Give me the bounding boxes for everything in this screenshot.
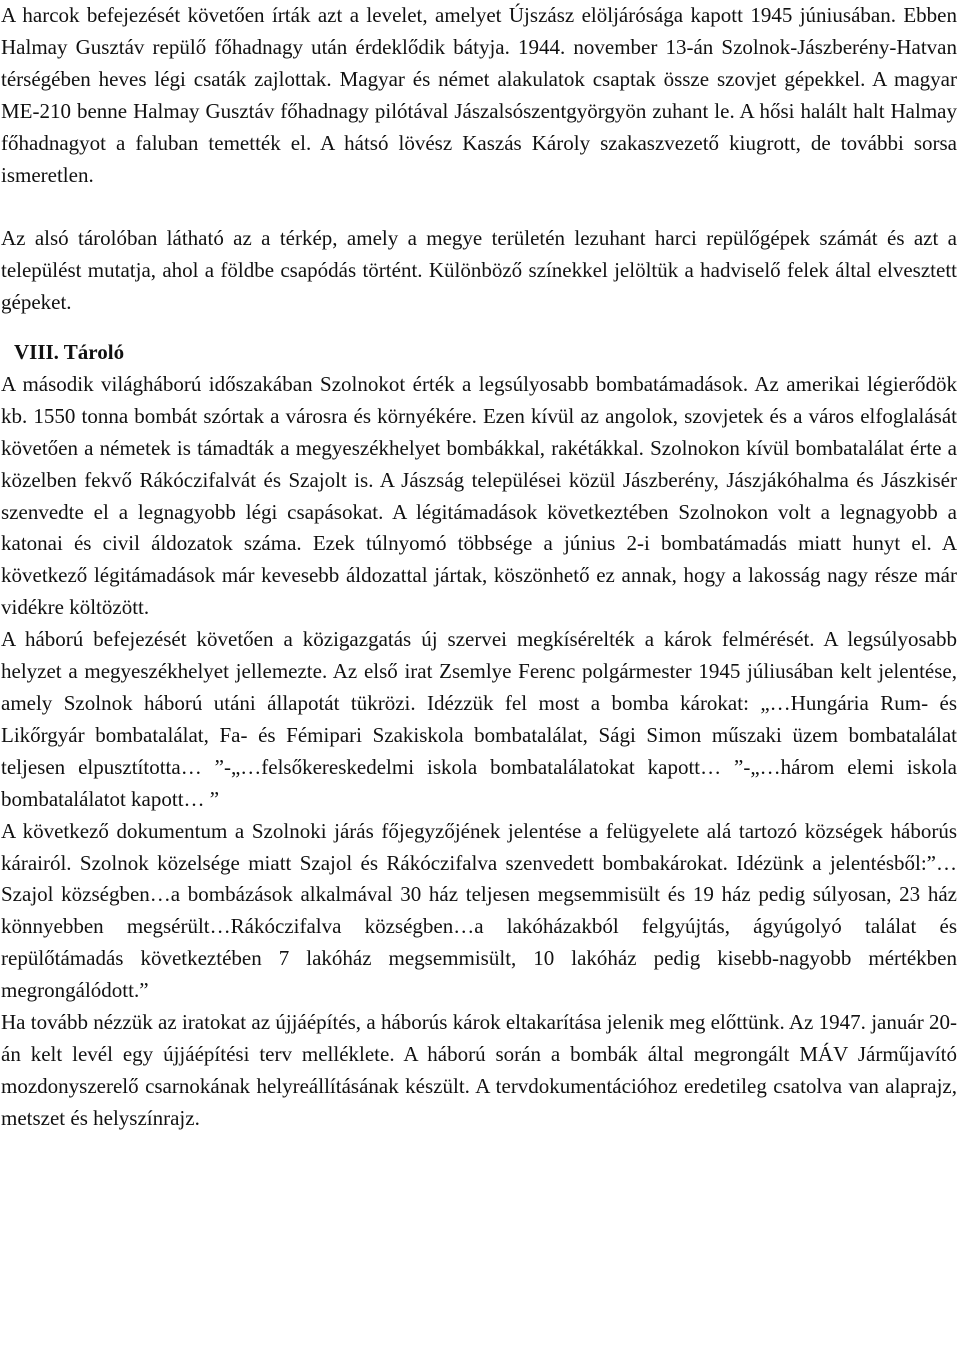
document-page (1, 0, 957, 1135)
section-title: VIII. Tároló (14, 340, 125, 365)
intro-paragraph-map: Az alsó tárolóban látható az a térkép, amely a megye területén lezuhant harci repülőgépek számát és azt a települést mutatja, ahol a földbe csapódás történt. Különböző színekkel jelöltük a hadviselő felek által elvesztett gépeket. (1, 226, 957, 315)
section-paragraph-bombing: A második világháború időszakában Szolnokot érték a legsúlyosabb bombatámadások. Az amerikai légierődök kb. 1550 tonna bombát szórtak a városra és környékére. Ezen kívül az angolok, szovjetek és a város elfoglalását követően a németek is támadták a megyeszékhelyet bombákkal, rakétákkal. Szolnokon kívül bombatalálat érte a közelben fekvő Rákóczifalvát és Szajolt is. A Jászság települései közül Jászberény, Jászjákóhalma és Jászkisér szenvedte el a legnagyobb légi csapásokat. A légitámadások következtében Szolnokon volt a legnagyobb a katonai és civil áldozatok száma. Ezek túlnyomó többsége a június 2-i bombatámadás miatt hunyt el. A következő légitámadások már kevesebb áldozattal jártak, köszönhető ez annak, hogy a lakosság nagy része már vidékre költözött. (1, 371, 957, 620)
section-paragraph-damage-survey: A háború befejezését követően a közigazgatás új szervei megkísérelték a károk felmérését. A legsúlyosabb helyzet a megyeszékhelyet jellemezte. Az első irat Zsemlye Ferenc polgármester 1945 júliusában kelt jelentése, amely Szolnok háború utáni állapotát tükrözi. Idézzük fel most a bomba károkat: „…Hungária Rum- és Likőrgyár bombatalálat, Fa- és Fémipari Szakiskola bombatalálat, Sági Simon műszaki üzem bombatalálat teljesen elpusztította… ”-„…felsőkereskedelmi iskola bombatalálatokat kapott… ”-„…három elemi iskola bombatalálatot kapott… ” (1, 627, 957, 811)
section-paragraph-district-report: A következő dokumentum a Szolnoki járás főjegyzőjének jelentése a felügyelete alá tartozó községek háborús kárairól. Szolnok közelsége miatt Szajol és Rákóczifalva szenvedett bombakárokat. Idézünk a jelentésből:”…Szajol községben…a bombázások alkalmával 30 ház teljesen megsemmisült és 19 ház pedig súlyosan, 23 ház könnyebben megsérült…Rákóczifalva községben…a lakóházakból felgyújtás, ágyúgolyó találat és repülőtámadás következtében 7 lakóház megsemmisült, 10 lakóház pedig kisebb-nagyobb mértékben megrongálódott.” (1, 818, 957, 1003)
intro-paragraph-letter: A harcok befejezését követően írták azt a levelet, amelyet Újszász elöljárósága kapott 1945 júniusában. Ebben Halmay Gusztáv repülő főhadnagy után érdeklődik bátyja. 1944. november 13-án Szolnok-Jászberény-Hatvan térségében heves légi csaták zajlottak. Magyar és német alakulatok csaptak össze szovjet gépekkel. A magyar ME-210 benne Halmay Gusztáv főhadnagy pilótával Jászalsószentgyörgyön zuhant le. A hősi halált halt Halmay főhadnagyot a faluban temették el. A hátsó lövész Kaszás Károly szakaszvezető kiugrott, de további sorsa ismeretlen. (1, 3, 957, 187)
section-paragraph-reconstruction: Ha tovább nézzük az iratokat az újjáépítés, a háborús károk eltakarítása jelenik meg előttünk. Az 1947. január 20-án kelt levél egy újjáépítési terv melléklete. A háború során a bombák által megrongált MÁV Járműjavító mozdonyszerelő csarnokának helyreállításának készült. A tervdokumentációhoz eredetileg csatolva van alaprajz, metszet és helyszínrajz. (1, 1010, 957, 1130)
